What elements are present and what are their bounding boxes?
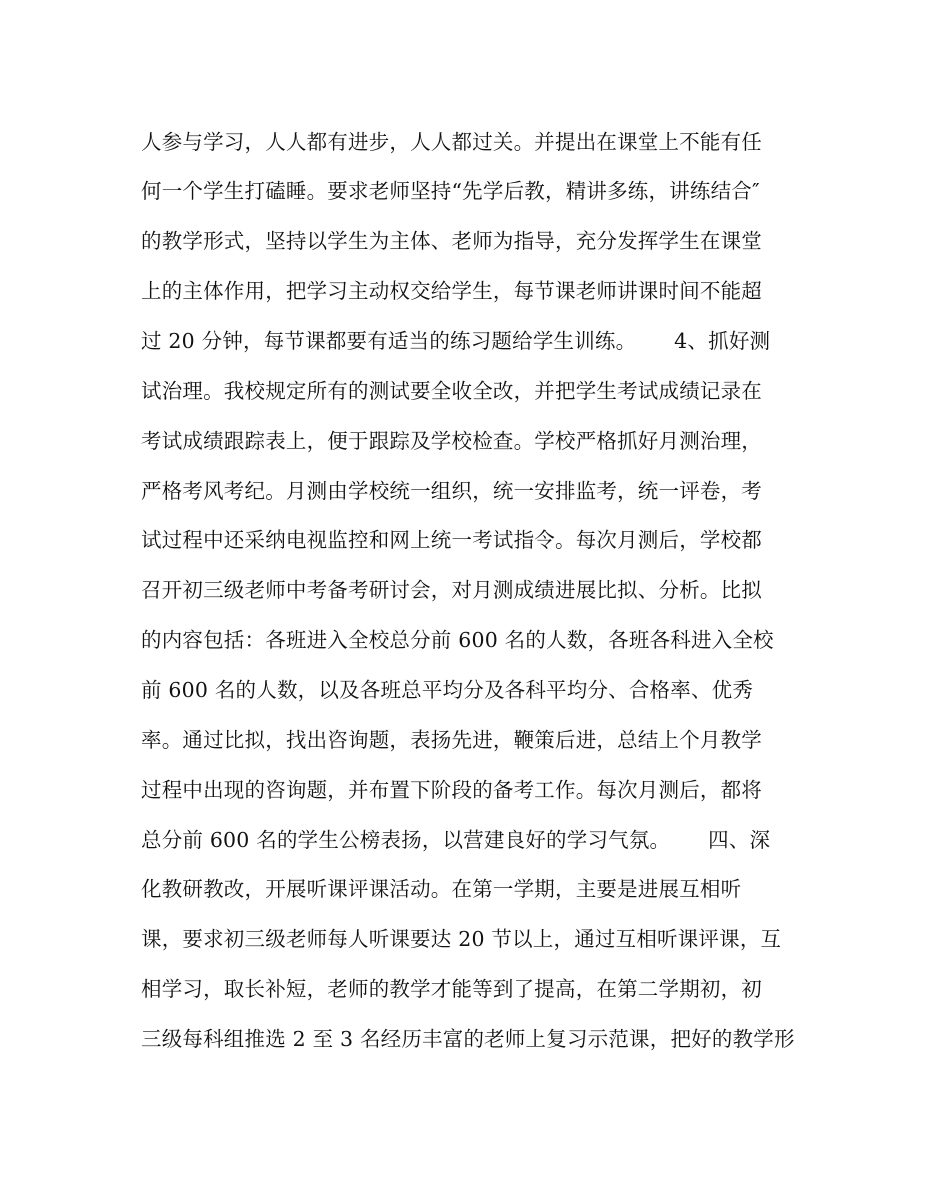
text-line: 上的主体作用，把学习主动权交给学生，每节课老师讲课时间不能超 [141, 279, 762, 303]
text-line: 试过程中还采纳电视监控和网上统一考试指令。每次月测后，学校都 [141, 528, 762, 552]
text-line: 试治理。我校规定所有的测试要全收全改，并把学生考试成绩记录在 [141, 379, 762, 403]
text-line: 的教学形式，坚持以学生为主体、老师为指导，充分发挥学生在课堂 [141, 229, 762, 253]
text-line: 课，要求初三级老师每人听课要达 20 节以上，通过互相听课评课，互 [141, 927, 782, 951]
text-line: 过 20 分钟，每节课都要有适当的练习题给学生训练。 4、抓好测 [141, 329, 771, 353]
text-line: 前 600 名的人数，以及各班总平均分及各科平均分、合格率、优秀 [141, 678, 754, 702]
text-line: 化教研教改，开展听课评课活动。在第一学期，主要是进展互相听 [141, 877, 742, 901]
text-line: 总分前 600 名的学生公榜表扬，以营建良好的学习气氛。 四、深 [141, 828, 771, 852]
text-line: 人参与学习，人人都有进步，人人都过关。并提出在课堂上不能有任 [141, 130, 762, 154]
text-line: 的内容包括：各班进入全校总分前 600 名的人数，各班各科进入全校 [141, 628, 774, 652]
text-line: 召开初三级老师中考备考研讨会，对月测成绩进展比拟、分析。比拟 [141, 578, 762, 602]
text-line: 率。通过比拟，找出咨询题，表扬先进，鞭策后进，总结上个月教学 [141, 728, 762, 752]
text-line: 严格考风考纪。月测由学校统一组织，统一安排监考，统一评卷，考 [141, 479, 762, 503]
text-line: 相学习，取长补短，老师的教学才能等到了提高，在第二学期初，初 [141, 977, 762, 1001]
text-line: 何一个学生打磕睡。要求老师坚持“先学后教，精讲多练，讲练结合″ [141, 179, 760, 203]
text-line: 考试成绩跟踪表上，便于跟踪及学校检查。学校严格抓好月测治理， [141, 429, 762, 453]
text-line: 三级每科组推选 2 至 3 名经历丰富的老师上复习示范课，把好的教学形 [141, 1027, 795, 1051]
text-line: 过程中出现的咨询题，并布置下阶段的备考工作。每次月测后，都将 [141, 778, 762, 802]
